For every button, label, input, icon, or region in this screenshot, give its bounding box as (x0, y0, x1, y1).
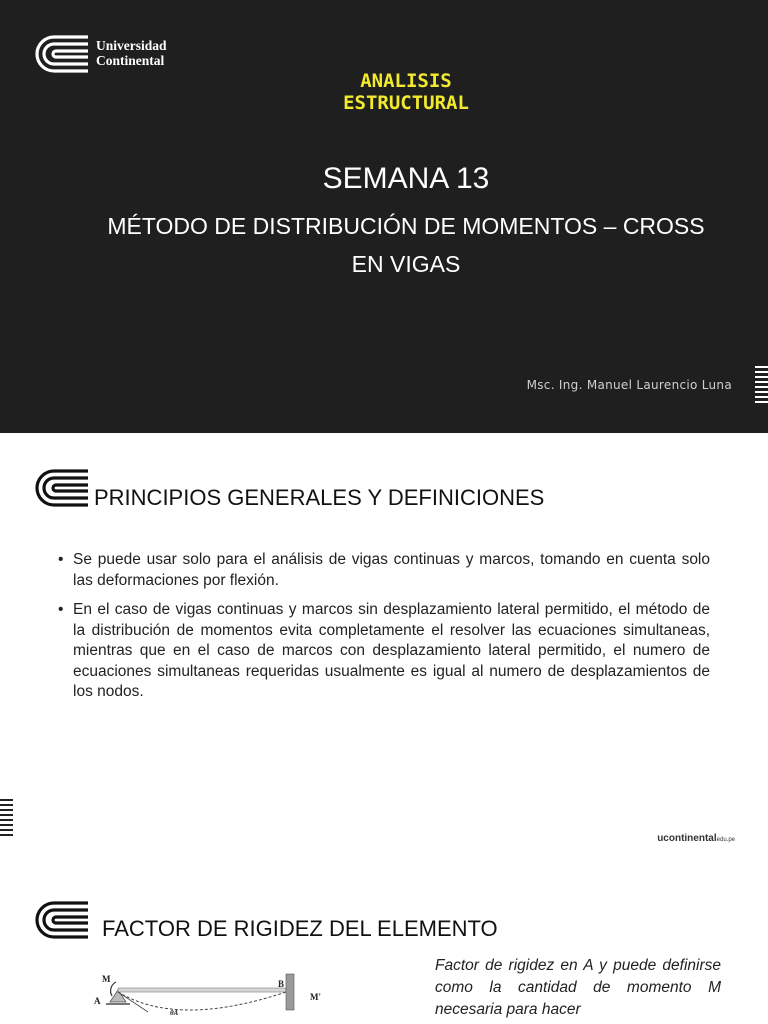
subtitle-line-2: EN VIGAS (351, 251, 461, 277)
label-m-right: M' (310, 992, 321, 1002)
bullet-item: • En el caso de vigas continuas y marcos sin desplazamiento lateral permitido, el método de la distribución de momentos evita completamente el resolver las ecuaciones simultaneas, mientras que en el caso de marcos con desplazamiento lateral permitido, el numero de ecuaciones simultaneas requeridas usualmente es igual al numero de desplazamientos de los nodos. (56, 600, 710, 703)
label-a: A (94, 996, 101, 1006)
slide-subtitle (80, 207, 732, 283)
stiffness-paragraph: Factor de rigidez en A y puede definirse como la cantidad de momento M necesaria para hacer (435, 957, 721, 1018)
principles-slide (0, 433, 768, 863)
beam-diagram (88, 968, 348, 1024)
section-title: FACTOR DE RIGIDEZ DEL ELEMENTO (102, 916, 498, 941)
continental-logo-icon (34, 900, 88, 940)
label-b: B (278, 979, 285, 989)
footer-brand (657, 833, 735, 844)
label-m-left: M (102, 974, 111, 984)
course-title (0, 70, 768, 114)
continental-logo-icon (34, 34, 88, 74)
footer-brand-name: ucontinental (657, 833, 717, 844)
section-title: PRINCIPIOS GENERALES Y DEFINICIONES (94, 485, 545, 510)
stiffness-slide (0, 863, 768, 1024)
author-name: Msc. Ing. Manuel Laurencio Luna (526, 378, 732, 392)
label-theta: θA (170, 1009, 179, 1017)
stripes-icon (755, 366, 768, 403)
footer-brand-domain: edu.pe (716, 837, 735, 843)
subtitle-line-1: MÉTODO DE DISTRIBUCIÓN DE MOMENTOS – CROSS (107, 213, 705, 239)
course-line-1: ANALISIS (360, 70, 452, 92)
bullet-item: • Se puede usar solo para el análisis de vigas continuas y marcos, tomando en cuenta solo las deformaciones por flexión. (56, 550, 710, 591)
brand-line-1: Universidad (96, 38, 167, 53)
fixed-wall (286, 974, 294, 1010)
stripes-icon-dark (0, 799, 13, 836)
bullet-list (56, 550, 710, 712)
beam (118, 988, 286, 992)
course-line-2: ESTRUCTURAL (343, 92, 469, 114)
continental-logo-icon (34, 468, 88, 508)
deflected-shape (118, 992, 286, 1010)
title-slide (0, 0, 768, 433)
brand-name (96, 38, 167, 68)
week-title: SEMANA 13 (322, 162, 490, 195)
brand-line-2: Continental (96, 53, 165, 68)
